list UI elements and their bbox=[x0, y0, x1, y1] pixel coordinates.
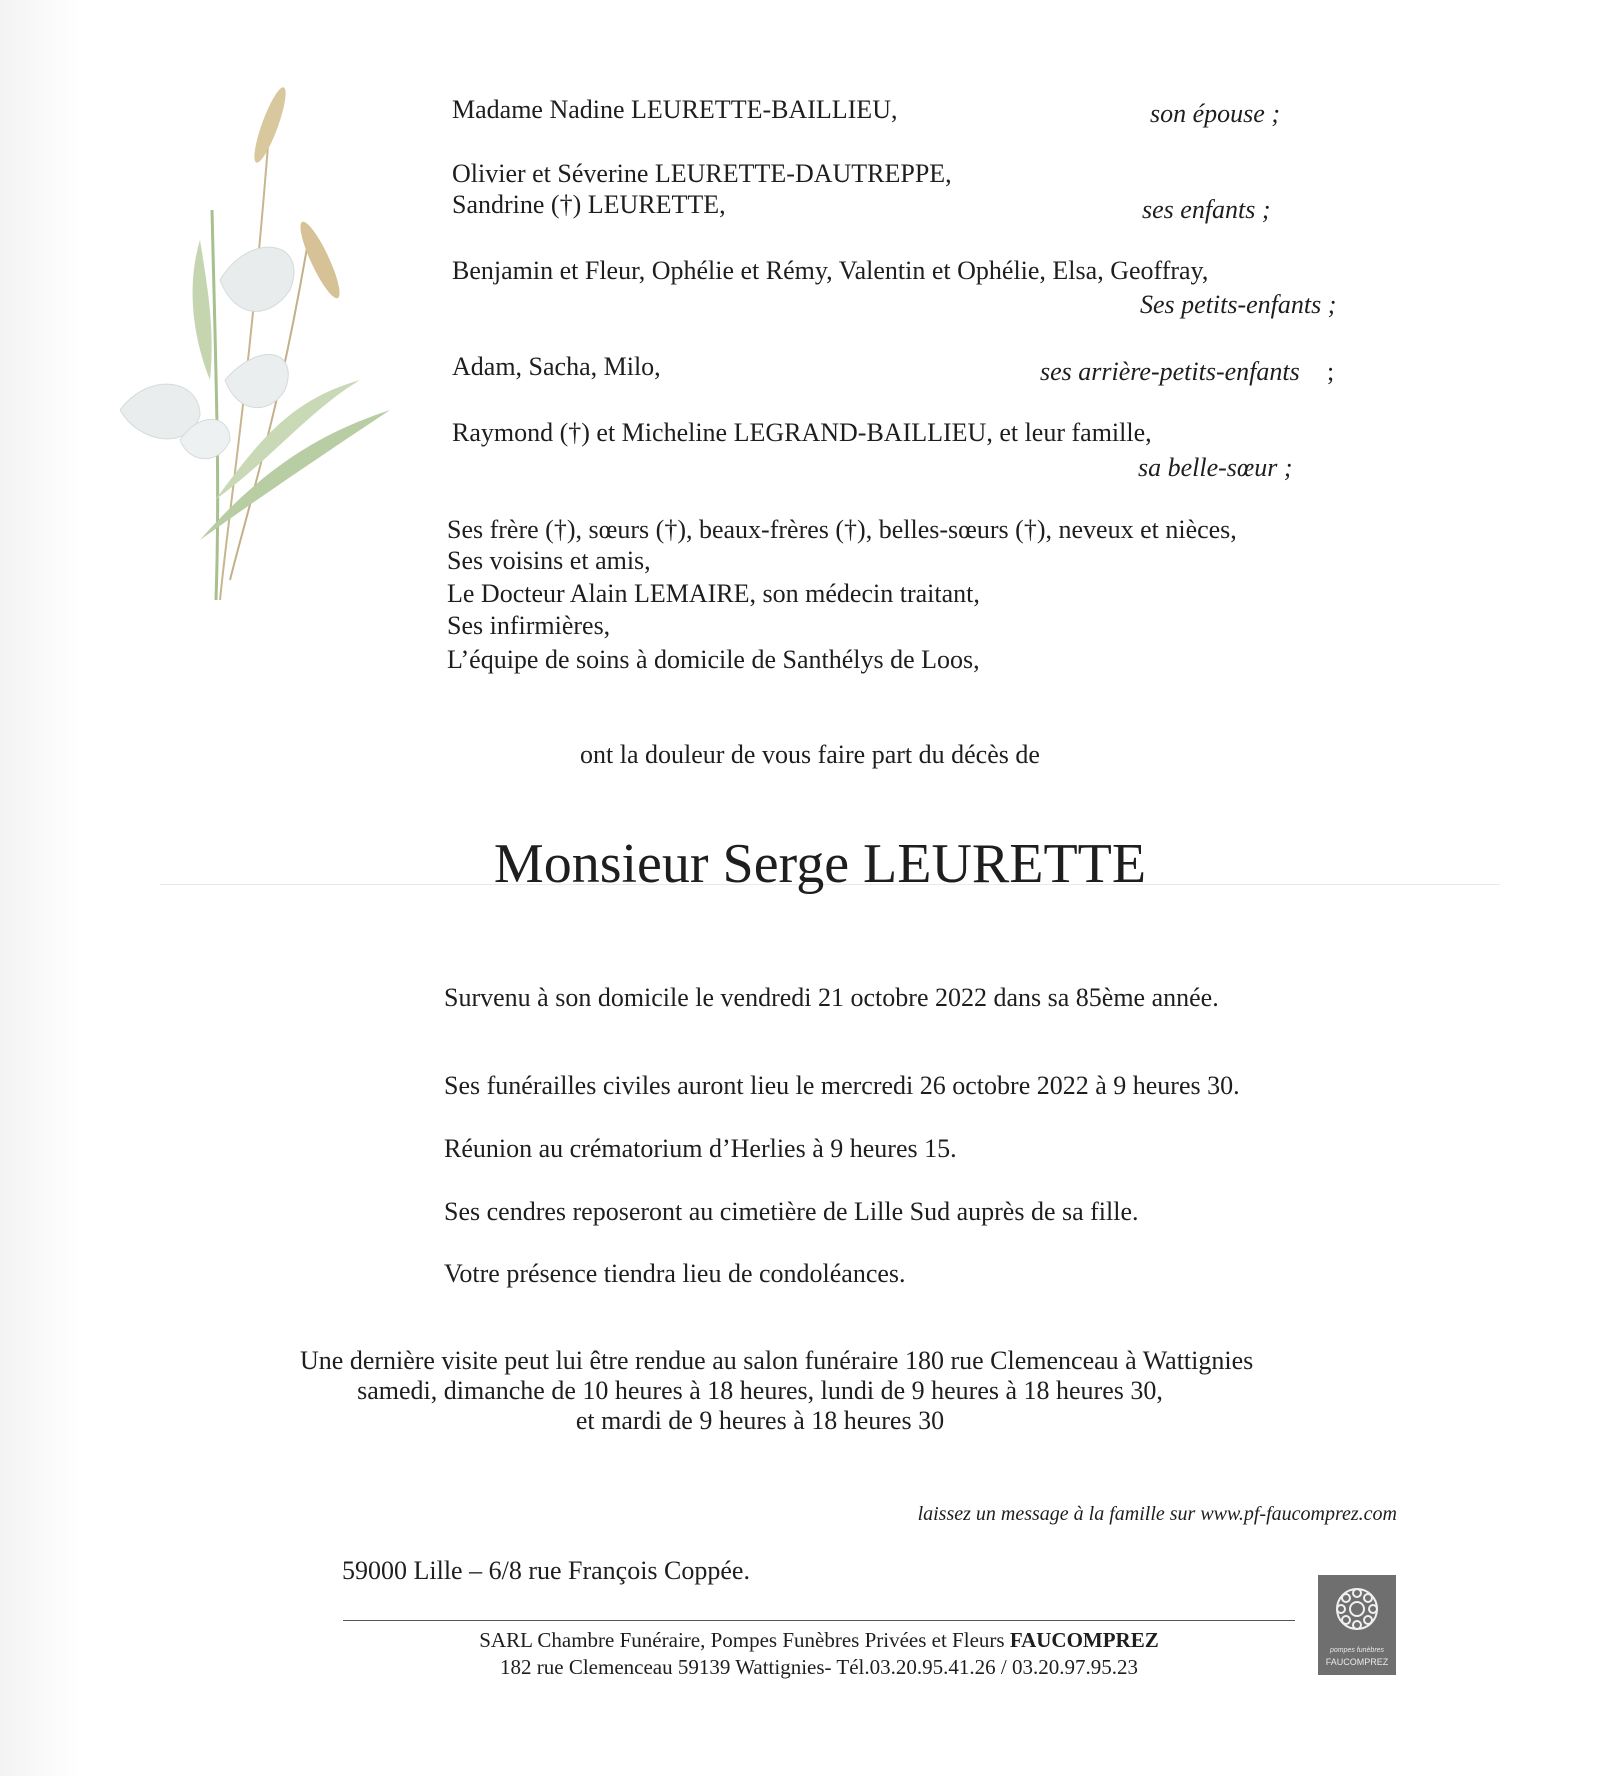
others-line: Ses infirmières, bbox=[447, 611, 611, 640]
visit-block bbox=[300, 1346, 1254, 1436]
great-grandchildren-names: Adam, Sacha, Milo, bbox=[452, 352, 661, 381]
children-line-2: Sandrine (†) LEURETTE, bbox=[452, 190, 726, 219]
company-name: FAUCOMPREZ bbox=[1009, 1628, 1159, 1652]
children-line-1: Olivier et Séverine LEURETTE-DAUTREPPE, bbox=[452, 159, 952, 188]
website-message[interactable]: laissez un message à la famille sur www.pf-faucomprez.com bbox=[917, 1503, 1397, 1525]
others-line: Ses voisins et amis, bbox=[447, 546, 651, 575]
others-line: Ses frère (†), sœurs (†), beaux-frères (†), belles-sœurs (†), neveux et nièces, bbox=[447, 515, 1237, 544]
announcement: ont la douleur de vous faire part du décès de bbox=[580, 740, 1040, 769]
great-grandchildren-suffix: ; bbox=[1327, 357, 1335, 386]
children-relation: ses enfants ; bbox=[1142, 195, 1271, 224]
spouse-name: Madame Nadine LEURETTE-BAILLIEU, bbox=[452, 95, 898, 124]
spouse-relation: son épouse ; bbox=[1150, 99, 1280, 128]
logo-small-text: pompes funèbres bbox=[1329, 1647, 1385, 1654]
family-address: 59000 Lille – 6/8 rue François Coppée. bbox=[342, 1556, 750, 1585]
detail-line: Survenu à son domicile le vendredi 21 octobre 2022 dans sa 85ème année. bbox=[444, 983, 1219, 1012]
calla-lily-wheat-illustration bbox=[120, 80, 420, 600]
sister-in-law-relation: sa belle-sœur ; bbox=[1138, 453, 1293, 482]
sister-in-law-names: Raymond (†) et Micheline LEGRAND-BAILLIEU, et leur famille, bbox=[452, 418, 1152, 447]
company-line bbox=[343, 1628, 1295, 1653]
detail-line: Ses funérailles civiles auront lieu le mercredi 26 octobre 2022 à 9 heures 30. bbox=[444, 1071, 1240, 1100]
deceased-name: Monsieur Serge LEURETTE bbox=[493, 833, 1147, 895]
visit-line: et mardi de 9 heures à 18 heures 30 bbox=[575, 1406, 945, 1435]
logo-name: FAUCOMPREZ bbox=[1325, 1657, 1389, 1667]
visit-line: samedi, dimanche de 10 heures à 18 heures, lundi de 9 heures à 18 heures 30, bbox=[357, 1376, 1163, 1405]
footer-divider bbox=[343, 1620, 1295, 1621]
detail-line: Réunion au crématorium d’Herlies à 9 heures 15. bbox=[444, 1134, 957, 1163]
visit-line: Une dernière visite peut lui être rendue au salon funéraire 180 rue Clemenceau à Wattignies bbox=[300, 1346, 1254, 1375]
others-line: Le Docteur Alain LEMAIRE, son médecin traitant, bbox=[447, 579, 980, 608]
company-prefix: SARL Chambre Funéraire, Pompes Funèbres Privées et Fleurs bbox=[479, 1628, 1005, 1652]
great-grandchildren-relation: ses arrière-petits-enfants bbox=[1040, 357, 1300, 386]
grandchildren-names: Benjamin et Fleur, Ophélie et Rémy, Valentin et Ophélie, Elsa, Geoffray, bbox=[452, 256, 1209, 285]
faucomprez-logo bbox=[1318, 1575, 1396, 1675]
company-address: 182 rue Clemenceau 59139 Wattignies- Tél.03.20.95.41.26 / 03.20.97.95.23 bbox=[500, 1655, 1138, 1679]
grandchildren-relation: Ses petits-enfants ; bbox=[1140, 290, 1337, 319]
detail-line: Votre présence tiendra lieu de condoléances. bbox=[444, 1259, 906, 1288]
detail-line: Ses cendres reposeront au cimetière de Lille Sud auprès de sa fille. bbox=[444, 1197, 1139, 1226]
others-line: L’équipe de soins à domicile de Santhélys de Loos, bbox=[447, 645, 980, 674]
